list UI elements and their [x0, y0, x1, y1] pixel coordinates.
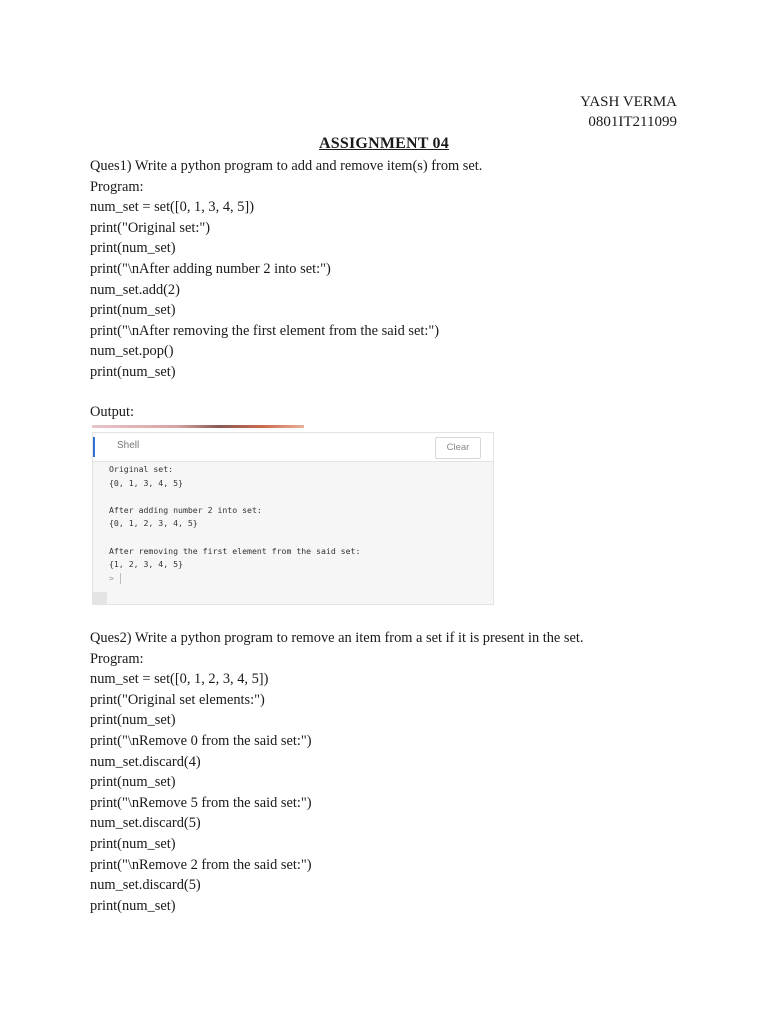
question-2-text: Ques2) Write a python program to remove an item from a set if it is present in the set.: [90, 630, 584, 646]
output-label: Output:: [90, 404, 134, 420]
question-1-section: [90, 156, 710, 383]
shell-accent-bar: [93, 437, 95, 457]
shell-output-screenshot: [92, 432, 494, 605]
author-name: YASH VERMA: [580, 94, 677, 110]
console-line: {1, 2, 3, 4, 5}: [109, 559, 183, 570]
code-line: print("\nAfter adding number 2 into set:"): [90, 260, 331, 277]
code-line: print("\nRemove 0 from the said set:"): [90, 732, 312, 749]
question-1-text: Ques1) Write a python program to add and remove item(s) from set.: [90, 158, 483, 174]
code-line: num_set = set([0, 1, 2, 3, 4, 5]): [90, 671, 269, 688]
code-line: num_set.discard(4): [90, 753, 201, 770]
code-line: num_set.pop(): [90, 343, 174, 360]
code-line: print(num_set): [90, 835, 176, 852]
console-line: After adding number 2 into set:: [109, 504, 262, 515]
code-line: num_set.add(2): [90, 281, 180, 298]
shell-header: [93, 433, 493, 462]
shell-console: [109, 463, 485, 585]
document-title: ASSIGNMENT 04: [319, 135, 449, 152]
code-line: print(num_set): [90, 712, 176, 729]
code-line: num_set.discard(5): [90, 815, 201, 832]
code-line: print("Original set:"): [90, 219, 211, 236]
text-cursor: [120, 573, 121, 584]
program-label: Program:: [90, 650, 144, 667]
console-prompt-row[interactable]: [109, 572, 485, 586]
code-line: print(num_set): [90, 302, 176, 319]
console-line: [109, 490, 485, 504]
prompt-icon: >: [109, 572, 114, 583]
code-line: print("\nRemove 2 from the said set:"): [90, 856, 312, 873]
program-label: Program:: [90, 178, 144, 195]
console-line: {0, 1, 3, 4, 5}: [109, 477, 183, 488]
console-line: {0, 1, 2, 3, 4, 5}: [109, 518, 198, 529]
shell-title: Shell: [117, 440, 140, 451]
console-line: Original set:: [109, 464, 174, 474]
code-line: num_set = set([0, 1, 3, 4, 5]): [90, 199, 254, 216]
roll-number: 0801IT211099: [588, 114, 677, 130]
question-2-section: [90, 628, 710, 916]
code-line: print(num_set): [90, 363, 176, 380]
code-line: print("Original set elements:"): [90, 691, 265, 708]
screenshot-top-bar: [92, 425, 304, 428]
clear-button[interactable]: Clear: [435, 437, 481, 459]
code-line: num_set.discard(5): [90, 877, 201, 894]
code-line: print("\nAfter removing the first element from the said set:"): [90, 322, 440, 339]
console-line: After removing the first element from the said set:: [109, 545, 361, 556]
code-line: print("\nRemove 5 from the said set:"): [90, 794, 312, 811]
console-line: [109, 531, 485, 545]
code-line: print(num_set): [90, 774, 176, 791]
code-line: print(num_set): [90, 897, 176, 914]
code-line: print(num_set): [90, 240, 176, 257]
output-section: [90, 402, 710, 423]
shell-scroll-gutter: [93, 592, 107, 604]
